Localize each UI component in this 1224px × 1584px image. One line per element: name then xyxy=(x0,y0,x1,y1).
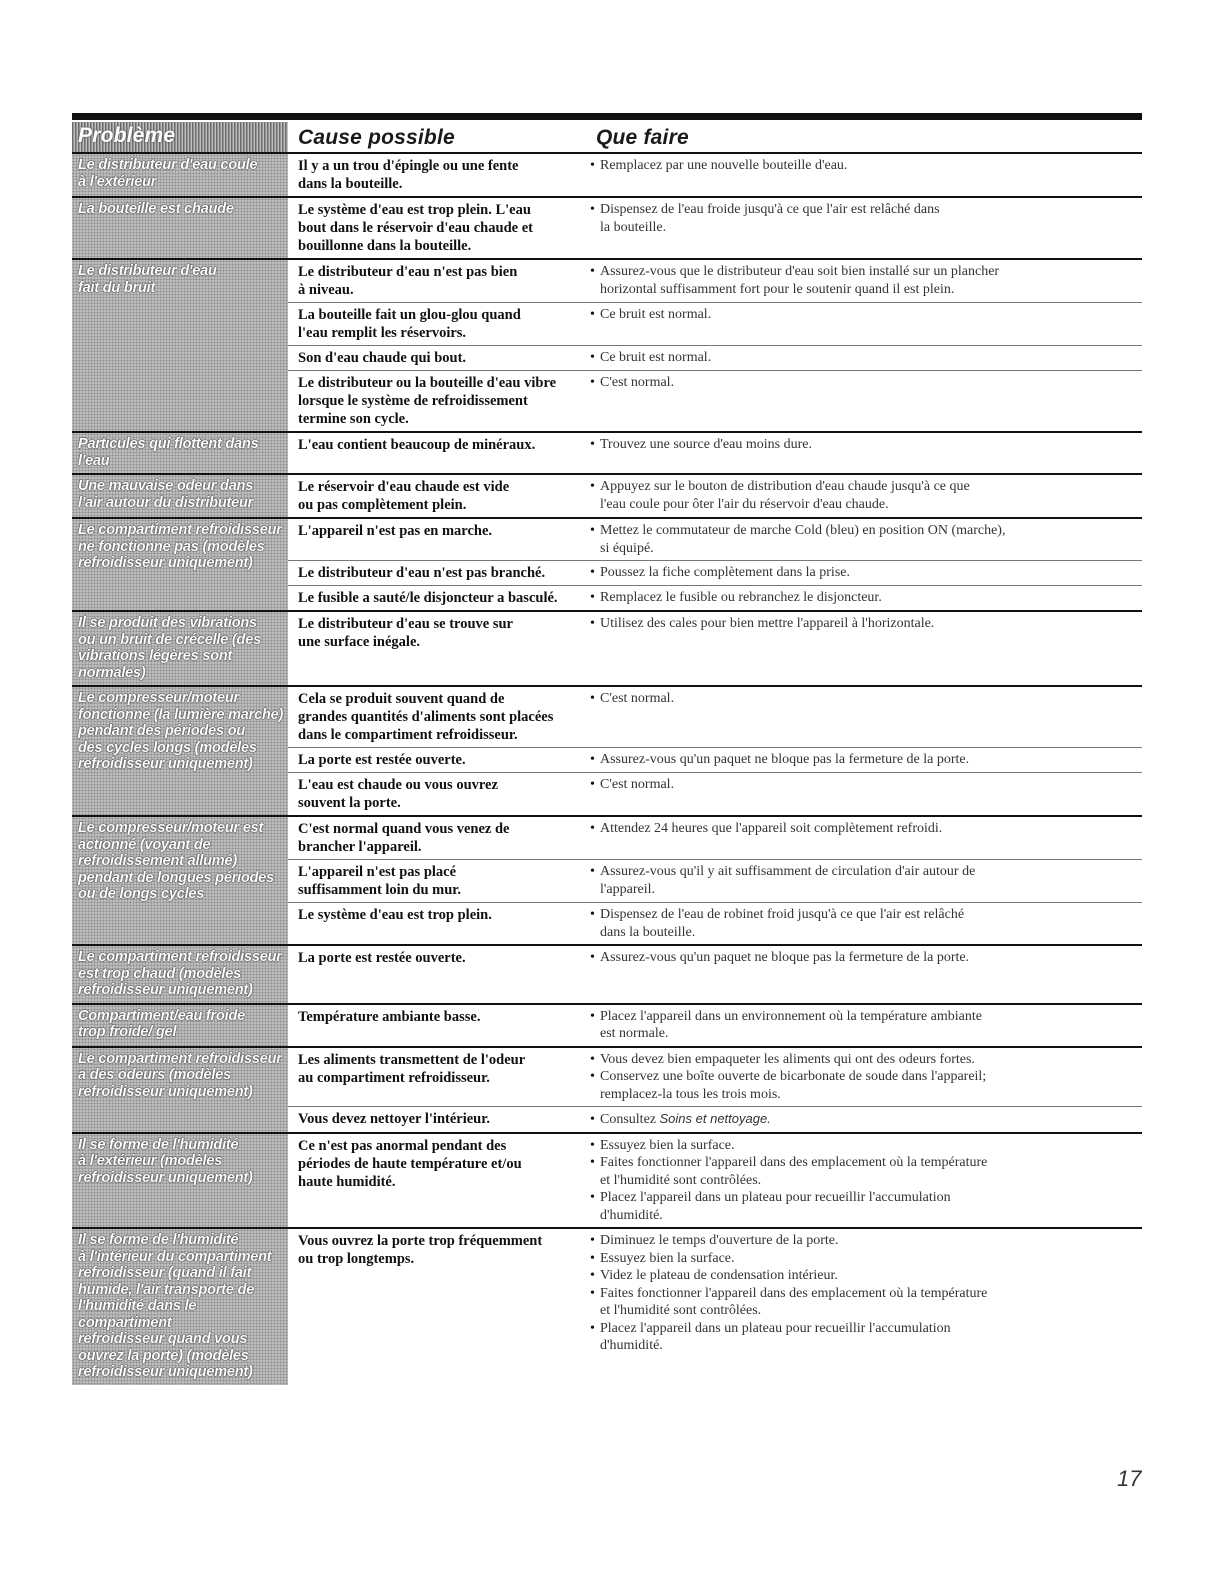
remedy-text: Videz le plateau de condensation intérieur. xyxy=(600,1268,838,1283)
problem-label: La bouteille est chaude xyxy=(72,198,288,258)
remedy-list xyxy=(586,475,1142,517)
problem-label: Particules qui flottent dans l'eau xyxy=(72,433,288,473)
remedy-item xyxy=(586,949,1142,967)
remedy-item xyxy=(586,436,1142,454)
remedy-text: Poussez la fiche complètement dans la prise. xyxy=(600,565,850,580)
cause-row xyxy=(288,946,1142,970)
cause-text: Température ambiante basse. xyxy=(298,1008,481,1025)
remedy-item xyxy=(586,751,1142,769)
remedy-item xyxy=(586,1250,1142,1268)
problem-section xyxy=(72,1003,1142,1046)
header-probleme: Problème xyxy=(78,124,176,147)
cause-text: Ce n'est pas anormal pendant des périodes de haute température et/ou haute humidité. xyxy=(298,1137,522,1190)
problem-label: Le compresseur/moteur fonctionne (la lumière marche) pendant des périodes ou des cycles longs (modèles refroidisseur uniquement) xyxy=(72,687,288,815)
cause-rows xyxy=(288,198,1142,258)
cause-rows xyxy=(288,817,1142,944)
remedy-item xyxy=(586,201,1142,236)
cause-rows xyxy=(288,1048,1142,1132)
cause-row xyxy=(288,817,1142,859)
remedy-text: Utilisez des cales pour bien mettre l'appareil à l'horizontale. xyxy=(600,616,935,631)
cause-text: L'eau est chaude ou vous ouvrez souvent la porte. xyxy=(298,777,498,811)
remedy-item xyxy=(586,522,1142,557)
cause-text: Le distributeur d'eau se trouve sur une surface inégale. xyxy=(298,616,513,650)
cause-row xyxy=(288,1134,1142,1228)
cause-row xyxy=(288,585,1142,610)
remedy-list xyxy=(586,586,1142,610)
remedy-text: Assurez-vous qu'un paquet ne bloque pas la fermeture de la porte. xyxy=(600,752,970,767)
remedy-list xyxy=(586,1005,1142,1046)
problem-label: Il se produit des vibrations ou un bruit de crécelle (des vibrations légères sont normales) xyxy=(72,612,288,685)
problem-label: Compartiment/eau froide trop froide/ gel xyxy=(72,1005,288,1046)
remedy-text: Remplacez le fusible ou rebranchez le disjoncteur. xyxy=(600,590,882,605)
remedy-item xyxy=(586,1137,1142,1155)
problem-section xyxy=(72,1046,1142,1132)
remedy-text: Attendez 24 heures que l'appareil soit complètement refroidi. xyxy=(600,821,943,836)
remedy-text: Faites fonctionner l'appareil dans des emplacement où la température et l'humidité sont contrôlées. xyxy=(600,1285,988,1318)
problem-label: Le compartiment refroidisseur ne fonctionne pas (modèles refroidisseur uniquement) xyxy=(72,519,288,610)
remedy-item xyxy=(586,374,1142,392)
cause-text: Le fusible a sauté/le disjoncteur a basculé. xyxy=(298,590,558,606)
remedy-list xyxy=(586,860,1142,902)
cause-rows xyxy=(288,946,1142,1003)
cause-rows xyxy=(288,433,1142,473)
cause-row xyxy=(288,260,1142,302)
remedy-text: Conservez une boîte ouverte de bicarbonate de soude dans l'appareil; remplacez-la tous les trois mois. xyxy=(600,1069,987,1102)
remedy-text: Assurez-vous qu'un paquet ne bloque pas la fermeture de la porte. xyxy=(600,950,970,965)
cause-text: L'eau contient beaucoup de minéraux. xyxy=(298,437,536,453)
header-cause: Cause possible xyxy=(298,126,455,149)
page-number: 17 xyxy=(1117,1466,1142,1491)
cause-row xyxy=(288,370,1142,431)
remedy-text: Dispensez de l'eau froide jusqu'à ce que l'air est relâché dans la bouteille. xyxy=(600,202,940,235)
remedy-text: Ce bruit est normal. xyxy=(600,307,712,322)
cause-row xyxy=(288,772,1142,815)
remedy-text: Placez l'appareil dans un environnement où la température ambiante est normale. xyxy=(600,1008,982,1041)
cause-rows xyxy=(288,1229,1142,1385)
cause-rows xyxy=(288,475,1142,517)
remedy-item xyxy=(586,564,1142,582)
cause-text: Le réservoir d'eau chaude est vide ou pas complètement plein. xyxy=(298,479,510,513)
remedy-text: Ce bruit est normal. xyxy=(600,350,712,365)
remedy-text: Dispensez de l'eau de robinet froid jusqu'à ce que l'air est relâché dans la bouteille. xyxy=(600,907,965,940)
cause-rows xyxy=(288,612,1142,685)
cause-row xyxy=(288,747,1142,772)
problem-label: Le compartiment refroidisseur a des odeurs (modèles refroidisseur uniquement) xyxy=(72,1048,288,1132)
cause-text: Le distributeur d'eau n'est pas branché. xyxy=(298,565,546,581)
cause-text: C'est normal quand vous venez de brancher l'appareil. xyxy=(298,821,510,855)
cause-text: Le distributeur ou la bouteille d'eau vibre lorsque le système de refroidissement termine son cycle. xyxy=(298,375,557,427)
cause-text: Les aliments transmettent de l'odeur au compartiment refroidisseur. xyxy=(298,1051,526,1086)
problem-section xyxy=(72,152,1142,196)
cause-rows xyxy=(288,1134,1142,1228)
cause-text: La porte est restée ouverte. xyxy=(298,950,466,966)
remedy-item xyxy=(586,1051,1142,1069)
cause-rows xyxy=(288,687,1142,815)
cause-rows xyxy=(288,1005,1142,1046)
problem-label: Il se forme de l'humidité à l'extérieur (modèles refroidisseur uniquement) xyxy=(72,1134,288,1228)
remedy-list xyxy=(586,1048,1142,1107)
remedy-text: C'est normal. xyxy=(600,777,675,792)
problem-label: Une mauvaise odeur dans l'air autour du distributeur xyxy=(72,475,288,517)
problem-section xyxy=(72,815,1142,944)
problem-section xyxy=(72,1132,1142,1228)
remedy-list xyxy=(586,1229,1142,1358)
remedy-text: Appuyez sur le bouton de distribution d'eau chaude jusqu'à ce que l'eau coule pour ôter l'air du réservoir d'eau chaude. xyxy=(600,479,970,512)
cause-text: Vous devez nettoyer l'intérieur. xyxy=(298,1111,490,1127)
remedy-list xyxy=(586,371,1142,431)
remedy-text: Faites fonctionner l'appareil dans des emplacement où la température et l'humidité sont contrôlées. xyxy=(600,1155,988,1188)
header-probleme-cell xyxy=(72,122,288,152)
remedy-list xyxy=(586,946,1142,970)
cause-row xyxy=(288,560,1142,585)
remedy-list xyxy=(586,903,1142,944)
problem-section xyxy=(72,196,1142,258)
cause-text: Vous ouvrez la porte trop fréquemment ou trop longtemps. xyxy=(298,1233,543,1267)
remedy-list xyxy=(586,1134,1142,1228)
remedy-item xyxy=(586,906,1142,941)
remedy-list xyxy=(586,773,1142,815)
remedy-text: Assurez-vous qu'il y ait suffisamment de circulation d'air autour de l'appareil. xyxy=(600,864,976,897)
remedy-item xyxy=(586,690,1142,708)
cross-reference: Soins et nettoyage. xyxy=(659,1111,771,1126)
troubleshooting-table xyxy=(72,113,1142,1385)
cause-text: Cela se produit souvent quand de grandes quantités d'aliments sont placées dans le compartiment refroidisseur. xyxy=(298,691,554,743)
problem-section xyxy=(72,517,1142,610)
remedy-text: Remplacez par une nouvelle bouteille d'eau. xyxy=(600,158,848,173)
remedy-item xyxy=(586,615,1142,633)
problem-label: Le compartiment refroidisseur est trop chaud (modèles refroidisseur uniquement) xyxy=(72,946,288,1003)
problem-label: Il se forme de l'humidité à l'intérieur du compartiment refroidisseur (quand il fait humide, l'air transporte de l'humidité dans le compartiment refroidisseur quand vous ouvrez la porte) (modèles refroidisseur uniquement) xyxy=(72,1229,288,1385)
cause-row xyxy=(288,1229,1142,1358)
cause-row xyxy=(288,302,1142,345)
remedy-item xyxy=(586,1068,1142,1103)
problem-section xyxy=(72,1227,1142,1385)
remedy-item xyxy=(586,349,1142,367)
cause-row xyxy=(288,433,1142,457)
cause-text: Le système d'eau est trop plein. L'eau bout dans le réservoir d'eau chaude et bouillonne dans la bouteille. xyxy=(298,202,533,254)
cause-text: Le système d'eau est trop plein. xyxy=(298,907,492,923)
problem-section xyxy=(72,431,1142,473)
remedy-item xyxy=(586,157,1142,175)
cause-text: La porte est restée ouverte. xyxy=(298,752,466,768)
problem-section xyxy=(72,685,1142,815)
remedy-item xyxy=(586,478,1142,513)
problem-label: Le distributeur d'eau coule à l'extérieur xyxy=(72,154,288,196)
cause-row xyxy=(288,902,1142,944)
cause-row xyxy=(288,1005,1142,1046)
problem-label: Le distributeur d'eau fait du bruit xyxy=(72,260,288,431)
problem-section xyxy=(72,473,1142,517)
remedy-text: Mettez le commutateur de marche Cold (bleu) en position ON (marche), si équipé. xyxy=(600,523,1006,556)
remedy-list xyxy=(586,433,1142,457)
remedy-text: Vous devez bien empaqueter les aliments qui ont des odeurs fortes. xyxy=(600,1051,975,1067)
remedy-item xyxy=(586,589,1142,607)
problem-section xyxy=(72,944,1142,1003)
remedy-list xyxy=(586,198,1142,258)
remedy-list xyxy=(586,817,1142,859)
cause-row xyxy=(288,154,1142,196)
remedy-item xyxy=(586,863,1142,898)
remedy-item xyxy=(586,1008,1142,1043)
remedy-text: Assurez-vous que le distributeur d'eau soit bien installé sur un plancher horizontal suffisamment fort pour le soutenir quand il est plein. xyxy=(600,264,1000,297)
remedy-list xyxy=(586,154,1142,196)
remedy-item xyxy=(586,1189,1142,1224)
remedy-item xyxy=(586,1285,1142,1320)
remedy-text: Diminuez le temps d'ouverture de la porte. xyxy=(600,1233,839,1248)
cause-text: L'appareil n'est pas placé suffisamment loin du mur. xyxy=(298,864,462,898)
top-rule xyxy=(72,113,1142,120)
remedy-item xyxy=(586,1154,1142,1189)
remedy-text: C'est normal. xyxy=(600,691,675,706)
cause-row xyxy=(288,612,1142,654)
remedy-list xyxy=(586,687,1142,747)
remedy-list xyxy=(586,1107,1142,1132)
remedy-text: Trouvez une source d'eau moins dure. xyxy=(600,437,812,452)
problem-section xyxy=(72,610,1142,685)
cause-rows xyxy=(288,154,1142,196)
cause-text: Son d'eau chaude qui bout. xyxy=(298,350,467,366)
remedy-text: Essuyez bien la surface. xyxy=(600,1250,735,1266)
cause-text: Il y a un trou d'épingle ou une fente dans la bouteille. xyxy=(298,158,519,192)
remedy-item xyxy=(586,306,1142,324)
cause-row xyxy=(288,519,1142,560)
remedy-item xyxy=(586,1232,1142,1250)
remedy-list xyxy=(586,519,1142,560)
remedy-item xyxy=(586,263,1142,298)
cause-text: L'appareil n'est pas en marche. xyxy=(298,523,493,539)
cause-text: La bouteille fait un glou-glou quand l'eau remplit les réservoirs. xyxy=(298,307,521,341)
remedy-text: Consultez xyxy=(600,1112,660,1127)
cause-text: Le distributeur d'eau n'est pas bien à niveau. xyxy=(298,264,518,298)
problem-label: Le compresseur/moteur est actionné (voyant de refroidissement allumé) pendant de longues périodes ou de longs cycles xyxy=(72,817,288,944)
cause-row xyxy=(288,198,1142,258)
remedy-item xyxy=(586,1110,1142,1129)
remedy-text: Placez l'appareil dans un plateau pour recueillir l'accumulation d'humidité. xyxy=(600,1190,951,1223)
cause-row xyxy=(288,859,1142,902)
remedy-text: Essuyez bien la surface. xyxy=(600,1137,735,1153)
cause-row xyxy=(288,1048,1142,1107)
cause-row xyxy=(288,475,1142,517)
table-body xyxy=(72,152,1142,1385)
remedy-list xyxy=(586,346,1142,370)
remedy-item xyxy=(586,820,1142,838)
remedy-list xyxy=(586,612,1142,654)
remedy-list xyxy=(586,748,1142,772)
problem-section xyxy=(72,258,1142,431)
remedy-list xyxy=(586,561,1142,585)
remedy-text: Placez l'appareil dans un plateau pour recueillir l'accumulation d'humidité. xyxy=(600,1320,951,1353)
remedy-list xyxy=(586,303,1142,345)
cause-row xyxy=(288,345,1142,370)
remedy-item xyxy=(586,776,1142,794)
remedy-item xyxy=(586,1267,1142,1285)
remedy-list xyxy=(586,260,1142,302)
table-header xyxy=(72,122,1142,152)
remedy-item xyxy=(586,1320,1142,1355)
header-quefaire: Que faire xyxy=(596,126,689,149)
cause-row xyxy=(288,1106,1142,1132)
cause-rows xyxy=(288,519,1142,610)
cause-row xyxy=(288,687,1142,747)
remedy-text: C'est normal. xyxy=(600,375,675,390)
cause-rows xyxy=(288,260,1142,431)
